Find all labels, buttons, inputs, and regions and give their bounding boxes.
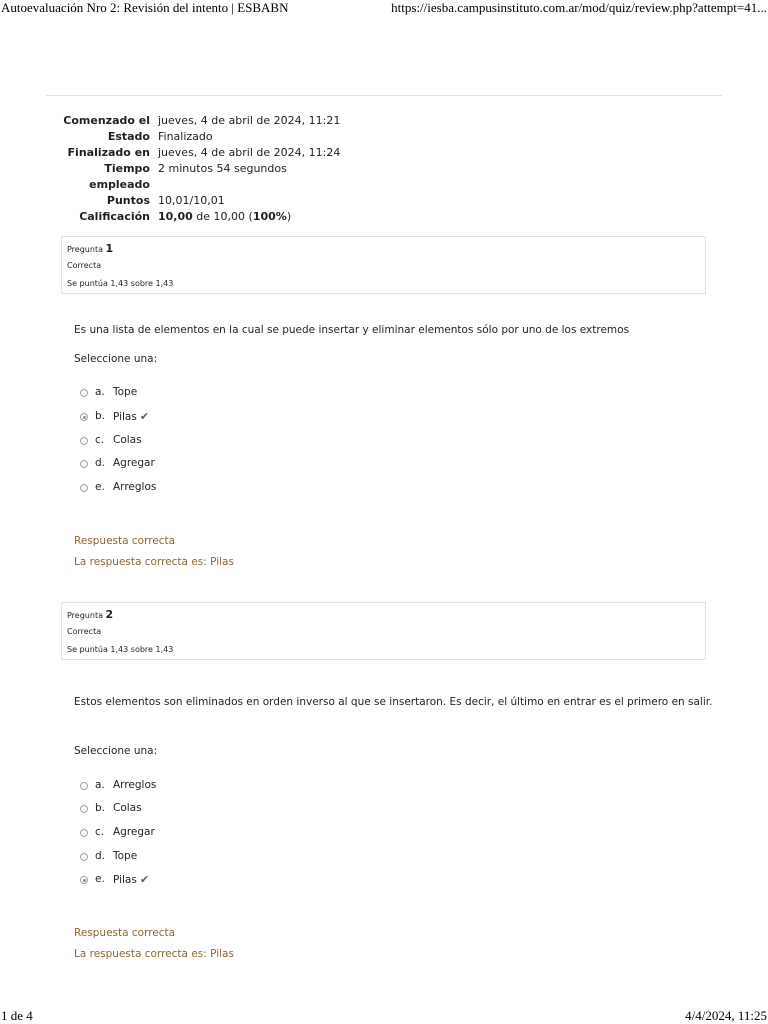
answer-text: Arreglos [113,481,157,493]
answer-text-wrap [113,873,149,886]
summary-value: 10,01/10,01 [158,194,225,207]
question-state: Correcta [67,261,102,270]
grade-percent: 100% [252,210,287,223]
grade-close: ) [286,210,292,223]
feedback-text: Respuesta correcta [74,535,176,547]
summary-value: jueves, 4 de abril de 2024, 11:21 [158,114,341,127]
question-text: Es una lista de elementos en la cual se puede insertar y eliminar elementos sólo por uno de los extremos [74,324,630,336]
question-prompt: Seleccione una: [74,353,158,365]
radio-button[interactable] [80,853,88,861]
summary-value: 2 minutos 54 segundos [158,162,287,175]
answer-letter: e. [95,481,105,493]
summary-value: Finalizado [158,130,213,143]
question-state: Correcta [67,627,102,636]
question-number [67,608,113,621]
summary-row-points [62,193,340,209]
answer-letter: a. [95,779,105,791]
radio-button[interactable] [80,484,88,492]
answer-letter: c. [95,434,105,446]
answer-letter: d. [95,850,106,862]
summary-row-time [62,161,340,193]
answer-text: Agregar [113,457,155,469]
question-label: Pregunta [67,245,103,254]
check-icon: ✔ [139,873,150,886]
question-number-value: 1 [105,242,114,255]
summary-row-finished [62,145,340,161]
radio-button-selected[interactable] [80,876,88,884]
radio-button[interactable] [80,460,88,468]
divider [46,95,722,96]
summary-label: Puntos [106,194,150,207]
summary-row-grade [62,209,340,225]
question-info-2 [61,602,706,660]
right-answer-text: La respuesta correcta es: Pilas [74,556,234,568]
summary-label-line: Tiempo [104,162,150,175]
question-label: Pregunta [67,611,103,620]
question-text: Estos elementos son eliminados en orden inverso al que se insertaron. Es decir, el último en entrar es el primero en salir. [74,696,713,708]
answer-text: Agregar [113,826,155,838]
summary-value: jueves, 4 de abril de 2024, 11:24 [158,146,341,159]
answer-letter: b. [95,802,106,814]
attempt-summary [62,113,340,225]
answer-text: Colas [113,802,142,814]
answer-letter: e. [95,873,105,885]
summary-row-started [62,113,340,129]
summary-label: Estado [107,130,150,143]
radio-button[interactable] [80,437,88,445]
radio-button[interactable] [80,389,88,397]
answer-text: Pilas [113,411,137,423]
answer-letter: a. [95,386,105,398]
summary-value [158,209,340,225]
print-header [0,0,768,18]
radio-button-selected[interactable] [80,413,88,421]
answer-letter: d. [95,457,106,469]
grade-value: 10,00 [158,210,193,223]
document-url: https://iesba.campusinstituto.com.ar/mod/quiz/review.php?attempt=41... [391,0,767,15]
question-grade: Se puntúa 1,43 sobre 1,43 [67,645,174,654]
summary-label: Finalizado en [67,146,150,159]
grade-of: de 10,00 ( [192,210,253,223]
summary-row-state [62,129,340,145]
question-grade: Se puntúa 1,43 sobre 1,43 [67,279,174,288]
answer-text: Arreglos [113,779,157,791]
document-title: Autoevaluación Nro 2: Revisión del intento | ESBABN [1,0,289,15]
answer-text: Colas [113,434,142,446]
radio-button[interactable] [80,829,88,837]
answer-text: Tope [113,850,138,862]
summary-label: Comenzado el [63,114,150,127]
page-number: 1 de 4 [1,1008,33,1023]
summary-label [62,161,158,193]
question-number-value: 2 [105,608,114,621]
summary-label: Calificación [79,210,150,223]
print-datetime: 4/4/2024, 11:25 [685,1008,767,1023]
answer-text: Tope [113,386,138,398]
print-footer [0,1008,768,1024]
summary-label-line: empleado [89,178,150,191]
feedback-text: Respuesta correcta [74,927,176,939]
question-prompt: Seleccione una: [74,745,158,757]
answer-letter: c. [95,826,105,838]
question-number [67,242,113,255]
check-icon: ✔ [139,410,150,423]
answer-letter: b. [95,410,106,422]
radio-button[interactable] [80,805,88,813]
right-answer-text: La respuesta correcta es: Pilas [74,948,234,960]
answer-text: Pilas [113,874,137,886]
answer-text-wrap [113,410,149,423]
radio-button[interactable] [80,782,88,790]
question-info-1 [61,236,706,294]
